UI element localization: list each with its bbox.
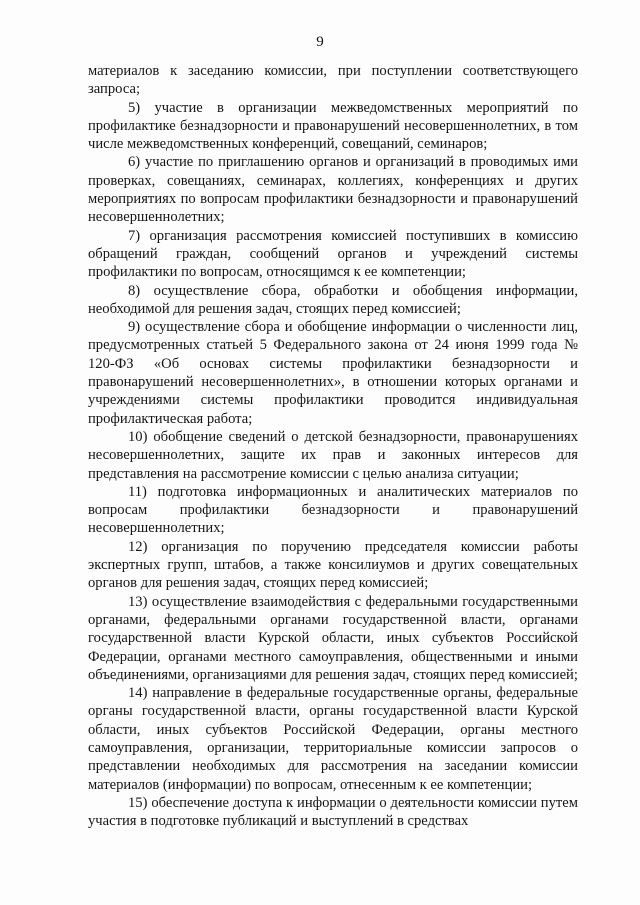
paragraph-item-11: 11) подготовка информационных и аналитических материалов по вопросам профилактики безнадзорности и правонарушений несовершеннолетних; bbox=[88, 483, 578, 537]
paragraph-item-5: 5) участие в организации межведомственных мероприятий по профилактике безнадзорности и правонарушений несовершеннолетних, в том числе межведомственных конференций, совещаний, семинаров; bbox=[88, 99, 578, 153]
page-number: 9 bbox=[316, 34, 324, 50]
paragraph-item-7: 7) организация рассмотрения комиссией поступивших в комиссию обращений граждан, сообщений органов и учреждений системы профилактики по вопросам, относящимся к ее компетенции; bbox=[88, 227, 578, 281]
paragraph-item-13: 13) осуществление взаимодействия с федеральными государственными органами, федеральными органами государственной власти, органами государственной власти Курской области, иных субъектов Российской Федерации, органами местного самоуправления, общественными и иными объединениями, организациями для решения задач, стоящих перед комиссией; bbox=[88, 593, 578, 683]
paragraph-item-12: 12) организация по поручению председателя комиссии работы экспертных групп, штабов, а также консилиумов и других совещательных органов для решения задач, стоящих перед комиссией; bbox=[88, 538, 578, 592]
paragraph-item-8: 8) осуществление сбора, обработки и обобщения информации, необходимой для решения задач, стоящих перед комиссией; bbox=[88, 282, 578, 317]
paragraph-item-9: 9) осуществление сбора и обобщение информации о численности лиц, предусмотренных статьей 5 Федерального закона от 24 июня 1999 года № 120-ФЗ «Об основах системы профилактики безнадзорности и правонарушений несовершеннолетних», в отношении которых органами и учреждениями системы профилактики проводится индивидуальная профилактическая работа; bbox=[88, 319, 578, 427]
document-body bbox=[88, 62, 578, 830]
paragraph-item-6: 6) участие по приглашению органов и организаций в проводимых ими проверках, совещаниях, семинарах, коллегиях, конференциях и других мероприятиях по вопросам профилактики безнадзорности и правонарушений несовершеннолетних; bbox=[88, 154, 578, 226]
paragraph-item-10: 10) обобщение сведений о детской безнадзорности, правонарушениях несовершеннолетних, защите их прав и законных интересов для представления на рассмотрение комиссии с целью анализа ситуации; bbox=[88, 428, 578, 482]
paragraph-item-14: 14) направление в федеральные государственные органы, федеральные органы государственной власти, органы государственной власти Курской области, иных субъектов Российской Федерации, органы местного самоуправления, организации, территориальные комиссии запросов о представлении необходимых для рассмотрения на заседании комиссии материалов (информации) по вопросам, отнесенным к ее компетенции; bbox=[88, 685, 578, 793]
paragraph-continuation: материалов к заседанию комиссии, при поступлении соответствующего запроса; bbox=[88, 63, 578, 98]
paragraph-item-15: 15) обеспечение доступа к информации о деятельности комиссии путем участия в подготовке публикаций и выступлений в средствах bbox=[88, 794, 578, 830]
